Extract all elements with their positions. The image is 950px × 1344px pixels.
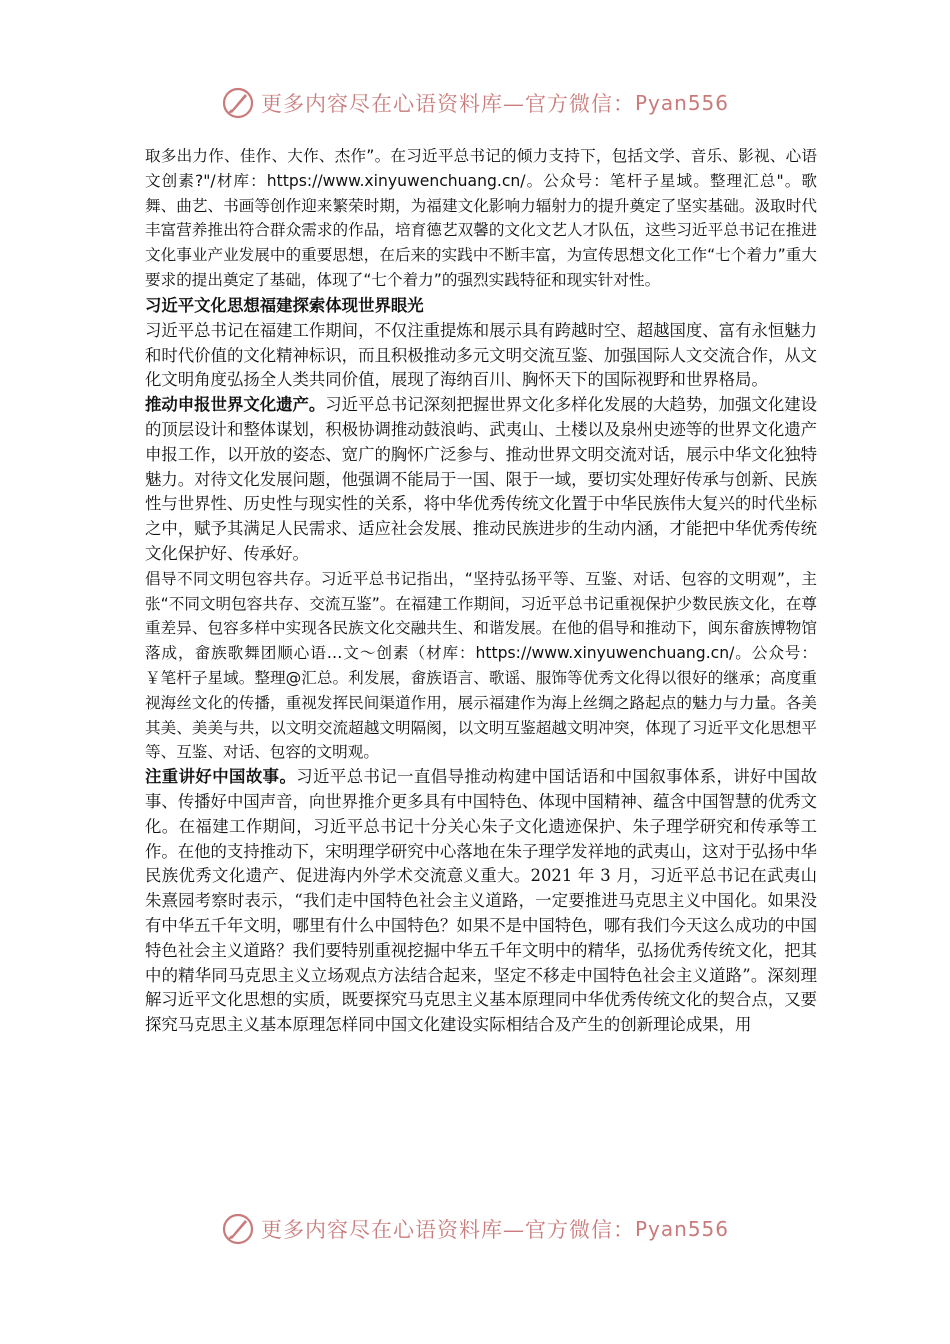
paragraph-body-china-story: 习近平总书记一直倡导推动构建中国话语和中国叙事体系，讲好中国故事、传播好中国声音，向世界推介更多具有中国特色、体现中国精神、蕴含中国智慧的优秀文化。在福建工作期间，习近平总书记十分关心朱子文化遗迹保护、朱子理学研究和传承等工作。在他的支持推动下，宋明理学研究中心落地在朱子理学发祥地的武夷山，这对于弘扬中华民族优秀文化遗产、促进海内外学术交流意义重大。2021 年 3 月，习近平总书记在武夷山朱熹园考察时表示，“我们走中国特色社会主义道路，一定要推进马克思主义中国化。如果没有中华五千年文明，哪里有什么中国特色？如果不是中国特色，哪有我们今天这么成功的中国特色社会主义道路？我们要特别重视挖掘中华五千年文明中的精华，弘扬优秀传统文化，把其中的精华同马克思主义立场观点方法结合起来，坚定不移走中国特色社会主义道路”。深刻理解习近平文化思想的实质，既要探究马克思主义基本原理同中华优秀传统文化的契合点，又要探究马克思主义基本原理怎样同中国文化建设实际相结合及产生的创新理论成果，用 [145,767,818,1035]
document-body [145,144,817,1038]
paragraph-lead-world-heritage: 推动申报世界文化遗产。 [145,395,326,415]
paragraph-body-world-heritage: 习近平总书记深刻把握世界文化多样化发展的大趋势，加强文化建设的顶层设计和整体谋划，积极协调推动鼓浪屿、武夷山、土楼以及泉州史迹等的世界文化遗产申报工作，以开放的姿态、宽广的胸怀广泛参与、推动世界文明交流对话，展示中华文化独特魅力。对待文化发展问题，他强调不能局于一国、限于一域，要切实处理好传承与创新、民族性与世界性、历史性与现实性的关系，将中华优秀传统文化置于中华民族伟大复兴的时代坐标之中，赋予其满足人民需求、适应社会发展、推动民族进步的生动内涵，才能把中华优秀传统文化保护好、传承好。 [145,395,818,563]
quill-logo-icon [221,86,255,120]
header-banner-wechat-id: Pyan556 [634,91,729,115]
paragraph-china-story [145,765,817,1038]
header-banner-text: 更多内容尽在心语资料库—官方微信： [260,92,635,116]
header-watermark-banner [0,83,950,123]
section-heading-world-vision: 习近平文化思想福建探索体现世界眼光 [145,295,424,315]
paragraph-world-vision: 习近平总书记在福建工作期间，不仅注重提炼和展示具有跨越时空、超越国度、富有永恒魅力和时代价值的文化精神标识，而且积极推动多元文明交流互鉴、加强国际人文交流合作，从文化文明角度弘扬全人类共同价值，展现了海纳百川、胸怀天下的国际视野和世界格局。 [145,320,818,390]
quill-logo-icon [221,1212,255,1246]
footer-banner-wechat-id: Pyan556 [634,1217,729,1241]
paragraph-civilization-coexistence: 倡导不同文明包容共存。习近平总书记指出，“坚持弘扬平等、互鉴、对话、包容的文明观”，主张“不同文明包容共存、交流互鉴”。在福建工作期间，习近平总书记重视保护少数民族文化，在尊重差异、包容多样中实现各民族文化交融共生、和谐发展。在他的倡导和推动下，闽东畲族博物馆落成，畲族歌舞团顺心语…文～创素（材库：https://www.xinyuwenchuang.cn/。公众号：￥笔杆子星域。整理@汇总。利发展，畲族语言、歌谣、服饰等优秀文化得以很好的继承；高度重视海丝文化的传播，重视发挥民间渠道作用，展示福建作为海上丝绸之路起点的魅力与力量。各美其美、美美与共，以文明交流超越文明隔阂，以文明互鉴超越文明冲突，体现了习近平文化思想平等、互鉴、对话、包容的文明观。 [145,569,817,762]
paragraph-world-heritage [145,393,817,567]
paragraph-intro-continuation: 取多出力作、佳作、大作、杰作”。在习近平总书记的倾力支持下，包括文学、音乐、影视、心语文创素?"/材库：https://www.xinyuwenchuang.cn/。公众号：笔杆子星域。整理汇总"。歌舞、曲艺、书画等创作迎来繁荣时期，为福建文化影响力辐射力的提升奠定了坚实基础。汲取时代丰富营养推出符合群众需求的作品，培育德艺双馨的文化文艺人才队伍，这些习近平总书记在推进文化事业产业发展中的重要思想，在后来的实践中不断丰富，为宣传思想文化工作“七个着力”重大要求的提出奠定了基础，体现了“七个着力”的强烈实践特征和现实针对性。 [145,147,817,289]
footer-watermark-banner [0,1209,950,1249]
paragraph-lead-china-story: 注重讲好中国故事。 [145,767,297,787]
footer-banner-text: 更多内容尽在心语资料库—官方微信： [260,1218,635,1242]
